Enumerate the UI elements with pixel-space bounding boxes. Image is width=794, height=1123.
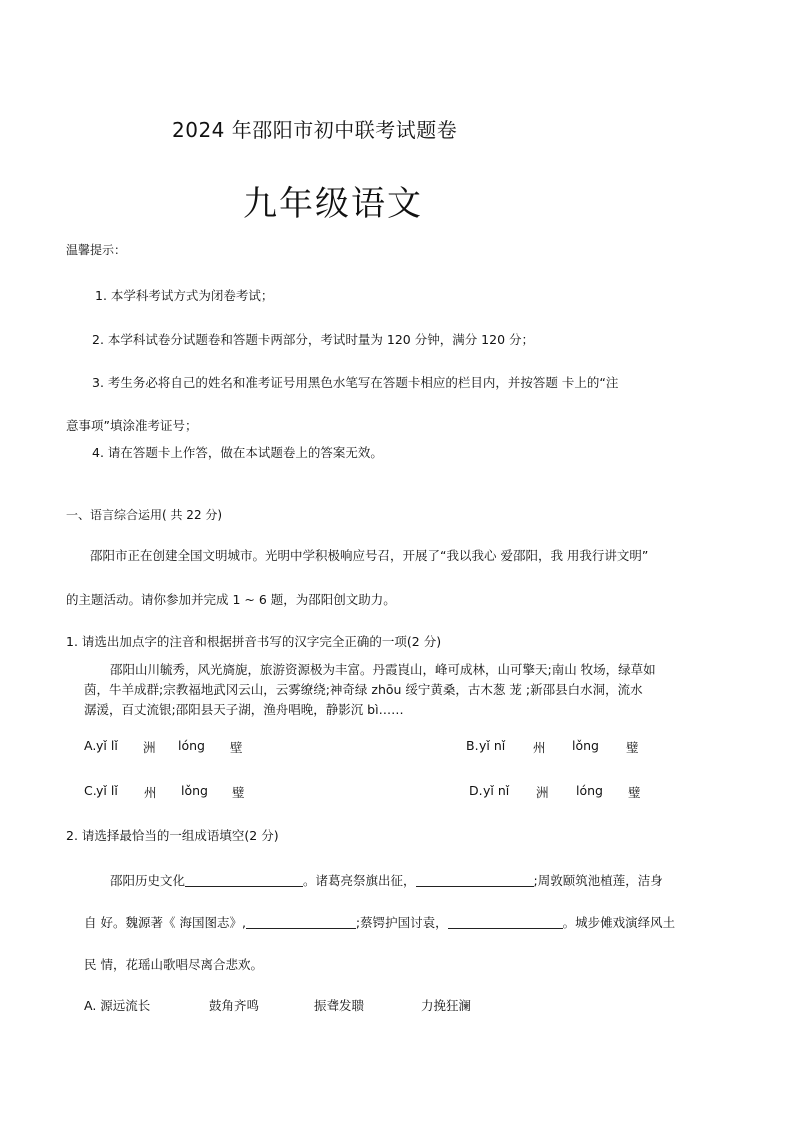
q2-text: ;蔡锷护国讨袁， <box>355 915 448 930</box>
q2-option-a-idiom-1: A. 源远流长 <box>84 998 151 1013</box>
q2-text: ;周敦颐筑池植莲，洁身 <box>533 873 663 888</box>
question-2-stem: 2. 请选择最恰当的一组成语填空(2 分) <box>66 828 279 843</box>
question-1-passage-line1: 邵阳山川毓秀，风光旖旎，旅游资源极为丰富。丹霞崀山，峰可成林，山可擎天;南山 牧场，绿草如 <box>110 662 656 677</box>
q2-option-a-idiom-4: 力挽狂澜 <box>421 998 472 1013</box>
notice-heading: 温馨提示： <box>66 243 127 257</box>
q2-text: 自 好。魏源著《 海国图志》, <box>84 915 246 930</box>
option-b-part4: 璧 <box>626 740 639 755</box>
option-a-part4: 壁 <box>230 740 243 755</box>
blank-1[interactable] <box>185 872 303 887</box>
notice-item-4: 4. 请在答题卡上作答，做在本试题卷上的答案无效。 <box>92 445 383 460</box>
notice-item-1: 1. 本学科考试方式为闭卷考试； <box>95 288 274 303</box>
question-2-line2 <box>84 913 675 931</box>
option-b-part3: lǒng <box>572 738 599 753</box>
option-c-part2: 州 <box>144 785 157 800</box>
option-d-part2: 洲 <box>536 785 549 800</box>
option-d-letter: D. <box>469 783 483 798</box>
section-intro-line2: 的主题活动。请你参加并完成 1 ~ 6 题，为邵阳创文助力。 <box>66 592 396 607</box>
option-c-part1: yǐ lǐ <box>96 783 118 798</box>
option-d-part3: lóng <box>576 783 603 798</box>
blank-3[interactable] <box>246 914 356 929</box>
option-d-part4: 璧 <box>628 785 641 800</box>
question-1-passage-line3: 潺湲，百丈流银;邵阳县天子湖，渔舟唱晚，静影沉 bì…… <box>84 702 404 717</box>
question-2-line1 <box>110 871 663 889</box>
option-a-part1: yǐ lǐ <box>96 738 118 753</box>
blank-2[interactable] <box>416 872 534 887</box>
notice-item-2: 2. 本学科试卷分试题卷和答题卡两部分，考试时量为 120 分钟，满分 120 分； <box>92 332 535 347</box>
q2-text: 。诸葛亮祭旗出征， <box>303 873 416 888</box>
option-b-part2: 州 <box>533 740 546 755</box>
exam-title: 2024 年邵阳市初中联考试题卷 <box>172 118 458 142</box>
option-a-part3: lóng <box>178 738 205 753</box>
option-b-part1: yǐ nǐ <box>479 738 506 753</box>
option-b-letter: B. <box>466 738 479 753</box>
section-intro-line1: 邵阳市正在创建全国文明城市。光明中学积极响应号召，开展了“我以我心 爱邵阳，我 用我行讲文明” <box>90 548 649 563</box>
q2-text: 。城步傩戏演绎风土 <box>562 915 676 930</box>
subject-title: 九年级语文 <box>243 184 423 224</box>
question-2-line3: 民 情，花瑶山歌唱尽离合悲欢。 <box>84 957 263 972</box>
blank-4[interactable] <box>448 914 563 929</box>
option-d-part1: yǐ nǐ <box>483 783 510 798</box>
option-a-letter: A. <box>84 738 97 753</box>
notice-item-3: 3. 考生务必将自己的姓名和准考证号用黑色水笔写在答题卡相应的栏目内，并按答题 卡上的“注 <box>92 375 619 390</box>
q2-text: 邵阳历史文化 <box>110 873 186 888</box>
section-heading: 一、语言综合运用( 共 22 分) <box>66 508 223 522</box>
option-c-letter: C. <box>84 783 97 798</box>
question-1-passage-line2: 茵，牛羊成群;宗教福地武冈云山，云雾缭绕;神奇绿 zhōu 绥宁黄桑，古木葱 茏 ;新邵县白水洞，流水 <box>84 682 643 697</box>
q2-option-a-idiom-3: 振聋发聩 <box>314 998 365 1013</box>
q2-option-a-idiom-2: 鼓角齐鸣 <box>209 998 260 1013</box>
option-c-part3: lǒng <box>181 783 208 798</box>
option-a-part2: 洲 <box>143 740 156 755</box>
option-c-part4: 璧 <box>232 785 245 800</box>
notice-item-3-cont: 意事项”填涂准考证号； <box>66 418 198 433</box>
question-1-stem: 1. 请选出加点字的注音和根据拼音书写的汉字完全正确的一项(2 分) <box>66 634 442 649</box>
